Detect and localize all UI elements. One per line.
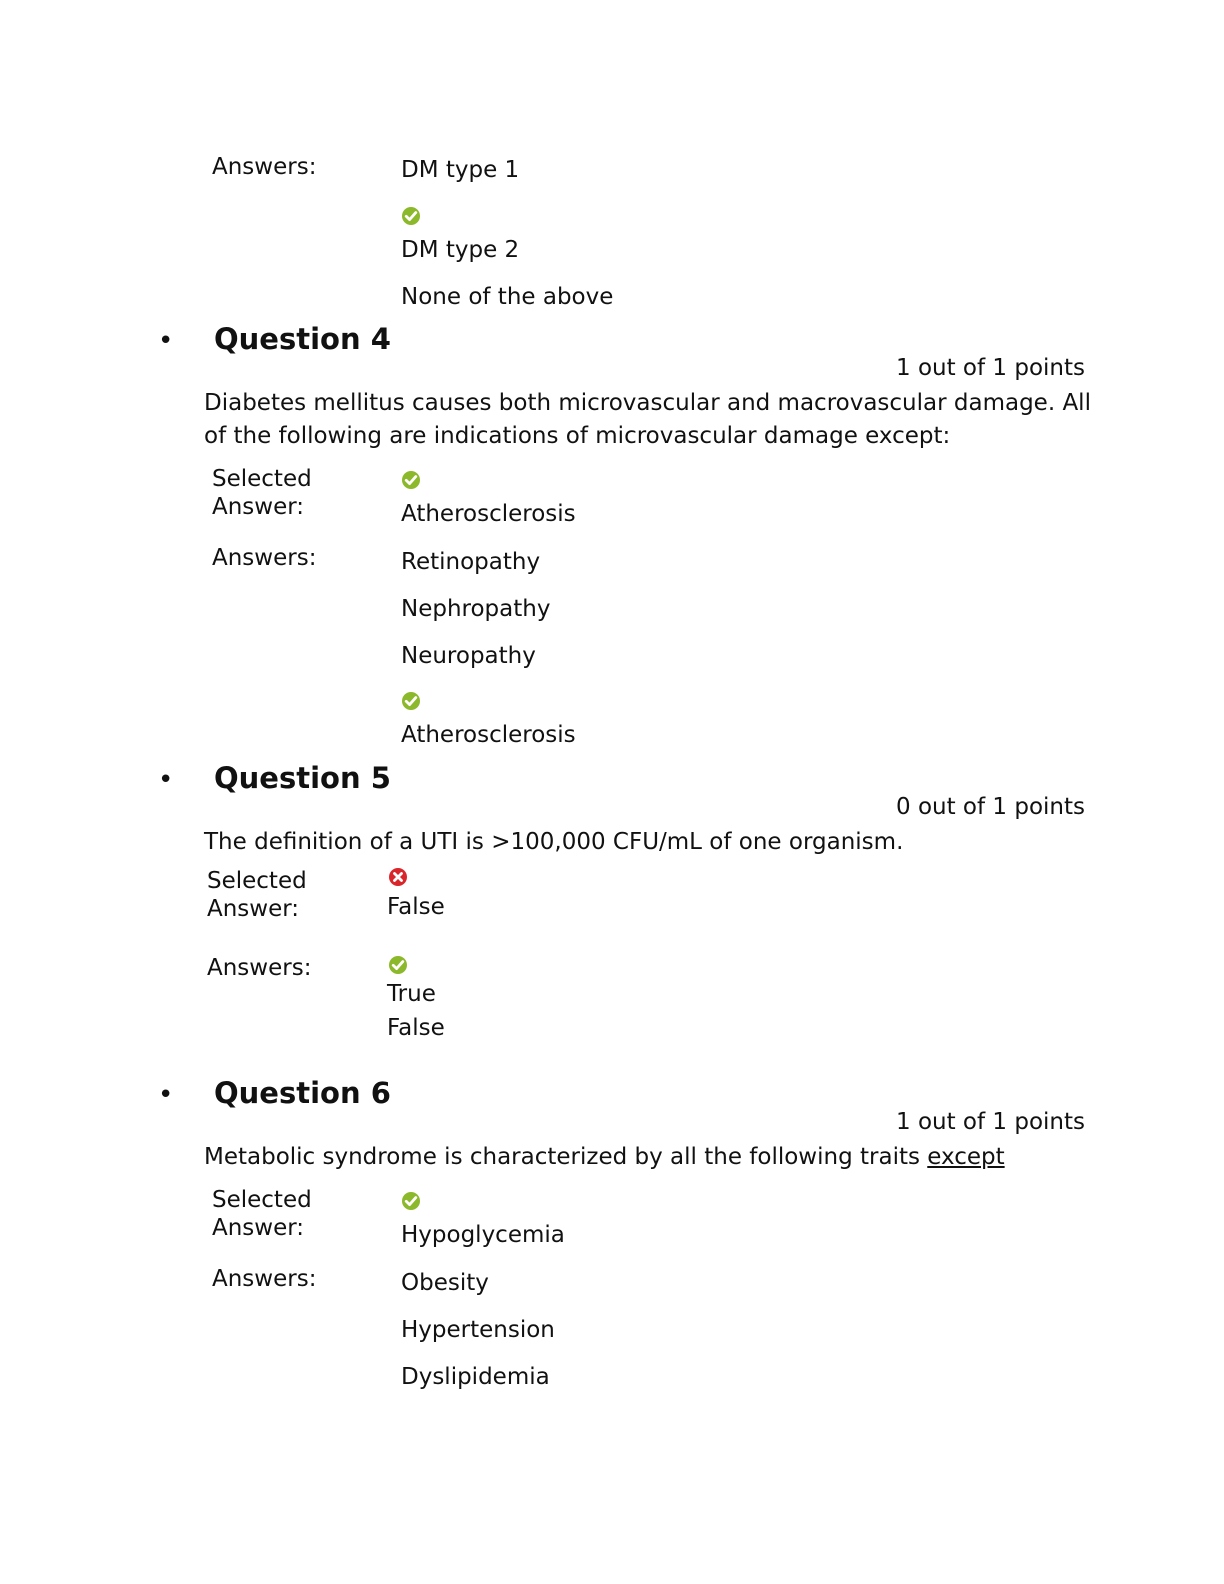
points-score: 1 out of 1 points: [896, 1109, 1085, 1135]
answer-option: None of the above: [401, 284, 614, 310]
answer-option: Neuropathy: [401, 643, 536, 669]
question-text: Diabetes mellitus causes both microvascular and macrovascular damage. All of the following are indications of microvascular damage except:: [204, 390, 1091, 449]
question-title: Question 5: [214, 761, 391, 795]
points-score: 0 out of 1 points: [896, 794, 1085, 820]
check-circle-icon: [401, 691, 421, 711]
answer-option-correct: DM type 2: [401, 237, 520, 263]
answers-label: Answers:: [212, 545, 317, 571]
answer-option-correct: Atherosclerosis: [401, 722, 576, 748]
answers-label: Answers:: [212, 154, 317, 180]
selected-answer-label: Selected Answer:: [212, 466, 312, 520]
answer-option: Obesity: [401, 1270, 489, 1296]
selected-answer: False: [387, 894, 445, 920]
answer-option: Nephropathy: [401, 596, 551, 622]
answer-option: Hypertension: [401, 1317, 555, 1343]
question-title: Question 6: [214, 1076, 391, 1110]
answers-label: Answers:: [207, 955, 312, 981]
question-text: [204, 1141, 1094, 1174]
question-text-main: Metabolic syndrome is characterized by all the following traits: [204, 1144, 928, 1170]
question-text-emphasis: except: [927, 1144, 1005, 1170]
answer-option: DM type 1: [401, 157, 520, 183]
selected-answer-label: Selected Answer:: [207, 868, 307, 922]
check-circle-icon: [401, 1191, 421, 1211]
answer-option: Dyslipidemia: [401, 1364, 550, 1390]
check-circle-icon: [401, 206, 421, 226]
selected-answer-label: Selected Answer:: [212, 1187, 312, 1241]
check-circle-icon: [388, 955, 408, 975]
selected-answer: Atherosclerosis: [401, 501, 576, 527]
question-title: Question 4: [214, 322, 391, 356]
bullet: •: [158, 326, 174, 356]
question-text: The definition of a UTI is >100,000 CFU/mL of one organism.: [204, 829, 904, 855]
points-score: 1 out of 1 points: [896, 355, 1085, 381]
selected-answer: Hypoglycemia: [401, 1222, 565, 1248]
answer-option: False: [387, 1015, 445, 1041]
bullet: •: [158, 765, 174, 795]
check-circle-icon: [401, 470, 421, 490]
answer-option: Retinopathy: [401, 549, 541, 575]
answer-option-correct: True: [387, 981, 436, 1007]
bullet: •: [158, 1080, 174, 1110]
x-circle-icon: [388, 867, 408, 887]
answers-label: Answers:: [212, 1266, 317, 1292]
